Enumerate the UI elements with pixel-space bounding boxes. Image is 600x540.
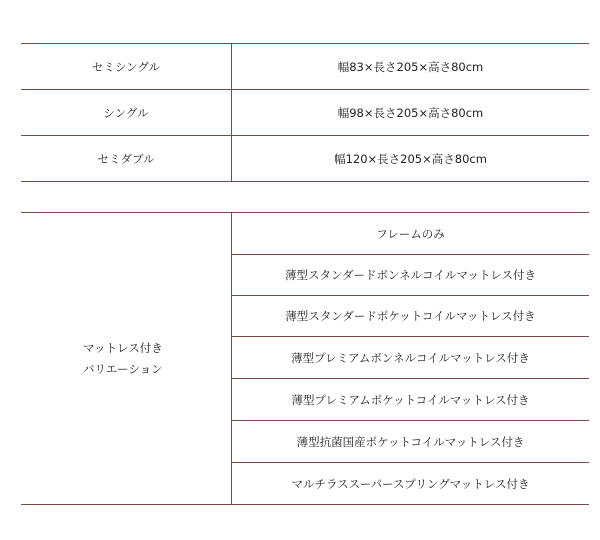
size-value-semi-double: 幅120×長さ205×高さ80cm bbox=[334, 151, 487, 166]
variation-option: 薄型スタンダードボンネルコイルマットレス付き bbox=[284, 268, 537, 282]
variation-label bbox=[21, 213, 231, 504]
variation-option: フレームのみ bbox=[376, 226, 445, 241]
size-value-single: 幅98×長さ205×高さ80cm bbox=[337, 105, 484, 120]
variation-option: 薄型抗菌国産ポケットコイルマットレス付き bbox=[296, 434, 525, 449]
size-label-semi-double: セミダブル bbox=[97, 151, 155, 166]
variation-option: 薄型スタンダードポケットコイルマットレス付き bbox=[285, 309, 536, 323]
variation-label-line2: バリエーション bbox=[83, 361, 163, 376]
table-border-bottom bbox=[21, 181, 589, 182]
variation-option: 薄型プレミアムボンネルコイルマットレス付き bbox=[291, 350, 530, 365]
variation-option: 薄型プレミアムポケットコイルマットレス付き bbox=[291, 392, 530, 407]
variation-option: マルチラススーパースプリングマットレス付き bbox=[291, 476, 530, 491]
size-label-semi-single: セミシングル bbox=[91, 59, 161, 74]
size-value-semi-single: 幅83×長さ205×高さ80cm bbox=[337, 59, 484, 74]
variation-label-line1: マットレス付き bbox=[83, 340, 163, 355]
table-border-bottom bbox=[21, 504, 589, 505]
size-label-single: シングル bbox=[103, 105, 149, 120]
